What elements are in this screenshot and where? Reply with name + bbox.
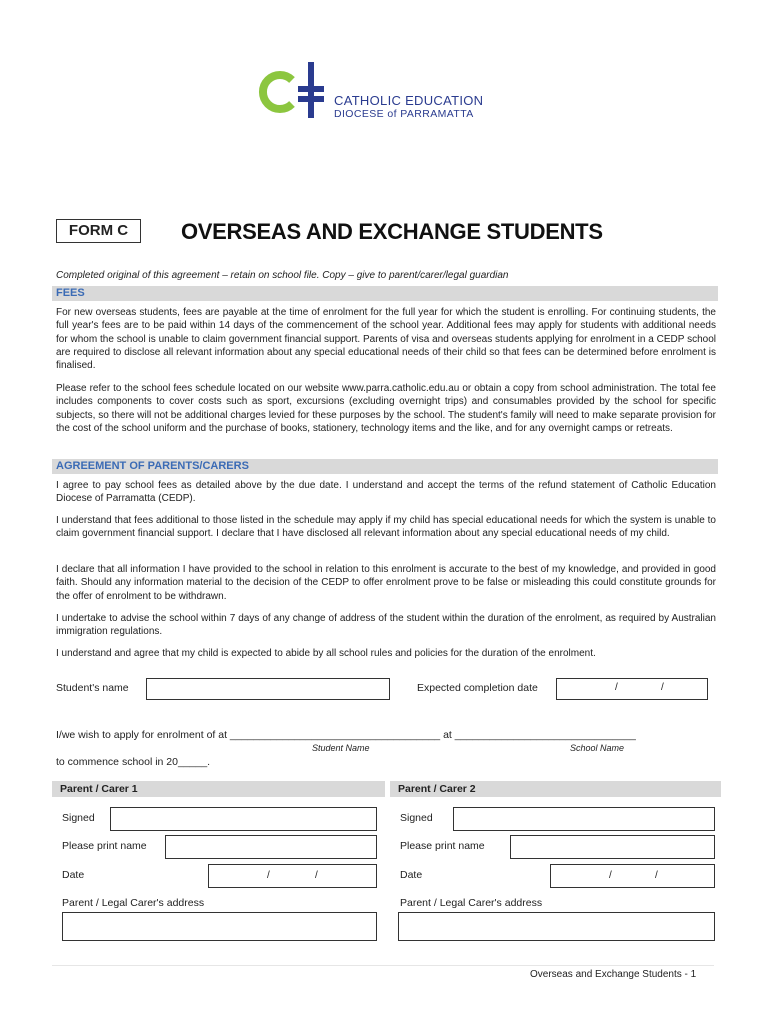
agreement-paragraph-5: I understand and agree that my child is expected to abide by all school rules and policies for the duration of the enrolment. [56, 648, 596, 659]
student-name-blank[interactable]: ____________________________________ [229, 729, 441, 741]
form-label: FORM C [56, 219, 141, 243]
footer-divider [52, 965, 714, 966]
parent2-signed-label: Signed [400, 812, 433, 824]
parent1-date-input[interactable] [208, 864, 377, 888]
parent2-date-label: Date [400, 869, 423, 881]
school-name-caption: School Name [570, 743, 625, 753]
parent1-address-label: Parent / Legal Carer's address [62, 897, 205, 909]
logo-line2: DIOCESE of PARRAMATTA [334, 108, 474, 120]
parent2-address-input[interactable] [398, 912, 715, 941]
student-name-label: Student's name [56, 682, 129, 694]
commence-line[interactable]: to commence school in 20_____. [56, 756, 211, 768]
student-name-caption: Student Name [312, 743, 370, 753]
parent1-signature-input[interactable] [110, 807, 377, 831]
apply-at: at [443, 729, 452, 741]
parent1-signed-label: Signed [62, 812, 95, 824]
date-separator: / [661, 682, 664, 693]
date-separator: / [267, 870, 270, 881]
fees-heading: FEES [52, 286, 718, 301]
agreement-paragraph-3: I declare that all information I have provided to the school in relation to this enrolment is accurate to the best of my knowledge, and provided in good faith. Should any information material to the decision of the CEDP to offer enrolment prove to be false or misleading this could constitute grounds for the offer of enrolment to be withdrawn. [56, 564, 716, 602]
fees-paragraph-2: Please refer to the school fees schedule located on our website www.parra.catholic.edu.au or obtain a copy from school administration. The total fee includes components to cover costs such as sport, excursions (excluding overnight trips) and consumables provided by the school for specific subjects, so there will not be additional charges levied for these purposes by the school. The student's family will need to make separate provision for the cost of the school uniform and the purchase of books, stationery, technology items and the like, and for any overnight camps or retreats. [56, 383, 716, 434]
date-separator: / [655, 870, 658, 881]
date-separator: / [609, 870, 612, 881]
completion-date-label: Expected completion date [417, 682, 538, 694]
parent1-heading: Parent / Carer 1 [52, 781, 385, 797]
parent2-name-input[interactable] [510, 835, 715, 859]
parent2-heading: Parent / Carer 2 [390, 781, 721, 797]
apply-prefix: I/we wish to apply for enrolment of at [56, 729, 227, 741]
parent2-print-label: Please print name [400, 840, 485, 852]
cedp-logo-icon [258, 60, 328, 120]
parent2-signature-input[interactable] [453, 807, 715, 831]
fees-paragraph-1: For new overseas students, fees are payable at the time of enrolment for the full year for which the student is enrolling. For continuing students, the full year's fees are to be paid within 14 days of the commencement of the school year. Additional fees may apply for students with additional needs for whom the school is unable to claim government financial support. Parents of visa and overseas students applying for enrolment in a CEDP school are required to disclose all relevant information about any special educational needs of their child so that fees can be determined before enrolment is finalised. [56, 307, 716, 372]
parent2-date-input[interactable] [550, 864, 715, 888]
date-separator: / [315, 870, 318, 881]
agreement-paragraph-4: I undertake to advise the school within 7 days of any change of address of the student within the duration of the enrolment, as required by Australian immigration regulations. [56, 613, 716, 638]
student-name-input[interactable] [146, 678, 390, 700]
school-name-blank[interactable]: _______________________________ [454, 729, 636, 741]
parent1-print-label: Please print name [62, 840, 147, 852]
page-footer: Overseas and Exchange Students - 1 [530, 969, 697, 980]
logo [258, 60, 498, 120]
date-separator: / [615, 682, 618, 693]
parent1-date-label: Date [62, 869, 85, 881]
subtitle: Completed original of this agreement – retain on school file. Copy – give to parent/carer/legal guardian [56, 270, 509, 281]
parent1-address-input[interactable] [62, 912, 377, 941]
page-title: OVERSEAS AND EXCHANGE STUDENTS [181, 219, 603, 244]
parent2-address-label: Parent / Legal Carer's address [400, 897, 543, 909]
logo-line1: CATHOLIC EDUCATION [334, 93, 484, 108]
apply-line [56, 729, 636, 741]
parent1-name-input[interactable] [165, 835, 377, 859]
agreement-heading: AGREEMENT OF PARENTS/CARERS [52, 459, 718, 474]
agreement-paragraph-1: I agree to pay school fees as detailed above by the due date. I understand and accept the terms of the refund statement of Catholic Education Diocese of Parramatta (CEDP). [56, 480, 716, 505]
agreement-paragraph-2: I understand that fees additional to those listed in the schedule may apply if my child has special educational needs for which the system is unable to claim government financial support. I declare that I have disclosed all relevant information about any special educational needs of my child. [56, 515, 716, 540]
completion-date-input[interactable] [556, 678, 708, 700]
